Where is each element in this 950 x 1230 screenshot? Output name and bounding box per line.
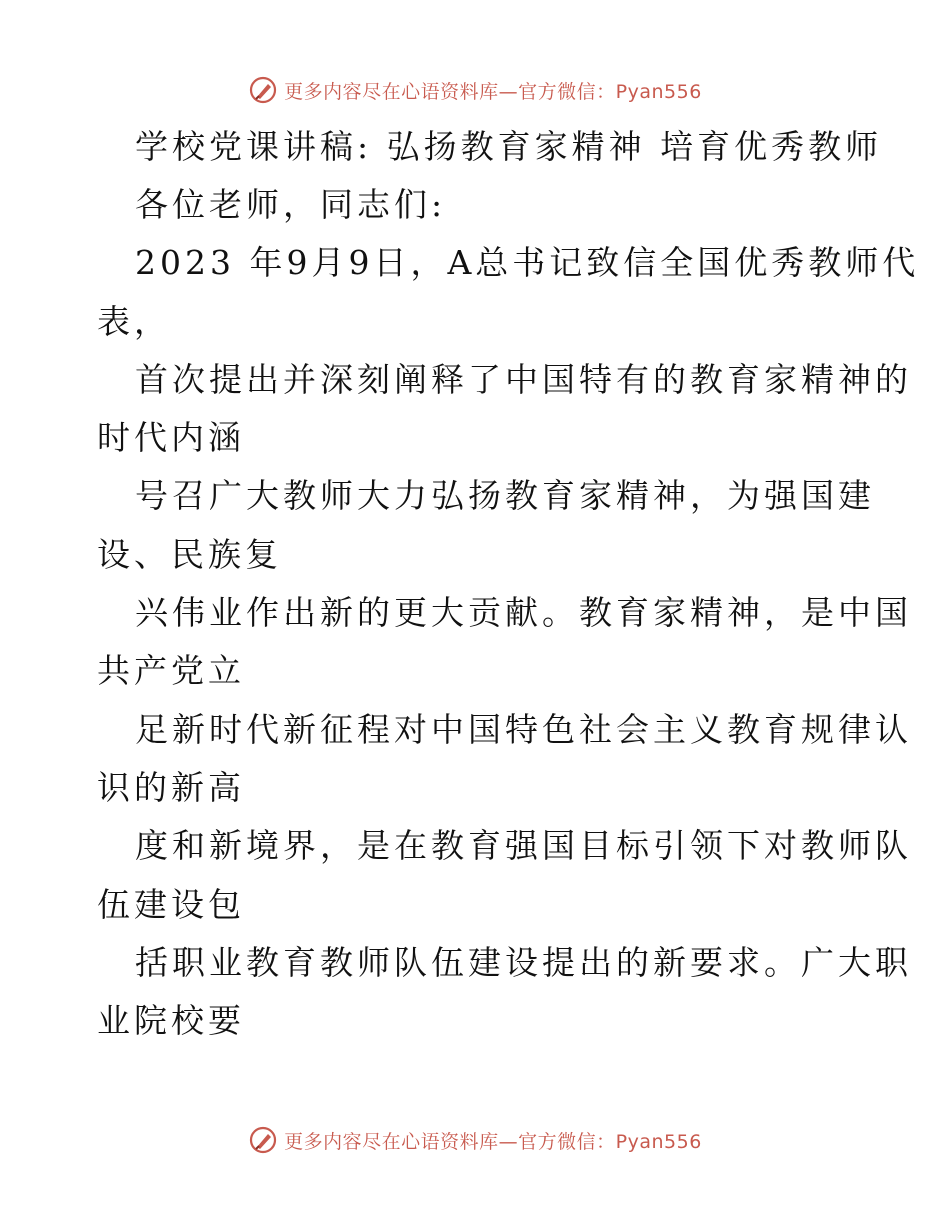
paragraph-line: 足新时代新征程对中国特色社会主义教育规律认 (135, 710, 912, 749)
paragraph-line: 表， (97, 302, 171, 341)
paragraph-line: 时代内涵 (97, 418, 245, 457)
footer-watermark (0, 1122, 950, 1158)
paragraph-line: 业院校要 (97, 1001, 245, 1040)
quill-logo-icon (248, 75, 278, 105)
paragraph-line: 识的新高 (97, 768, 245, 807)
footer-watermark-text: 更多内容尽在心语资料库—官方微信：Pyan556 (284, 1130, 702, 1153)
paragraph-line: 括职业教育教师队伍建设提出的新要求。广大职 (135, 943, 912, 982)
paragraph-line: 首次提出并深刻阐释了中国特有的教育家精神的 (135, 360, 912, 399)
paragraph-line: 兴伟业作出新的更大贡献。教育家精神，是中国 (135, 593, 912, 632)
document-title: 学校党课讲稿: 弘扬教育家精神 培育优秀教师 (135, 127, 883, 166)
paragraph-line: 2023 年9月9日，A总书记致信全国优秀教师代 (135, 243, 920, 282)
salutation: 各位老师，同志们: (135, 185, 447, 224)
paragraph-line: 度和新境界，是在教育强国目标引领下对教师队 (135, 826, 912, 865)
paragraph-line: 共产党立 (97, 651, 245, 690)
quill-logo-icon (248, 1125, 278, 1155)
paragraph-line: 设、民族复 (97, 535, 282, 574)
header-watermark (0, 72, 950, 108)
paragraph-line: 号召广大教师大力弘扬教育家精神，为强国建 (135, 476, 875, 515)
header-watermark-text: 更多内容尽在心语资料库—官方微信：Pyan556 (284, 80, 702, 103)
paragraph-line: 伍建设包 (97, 885, 245, 924)
